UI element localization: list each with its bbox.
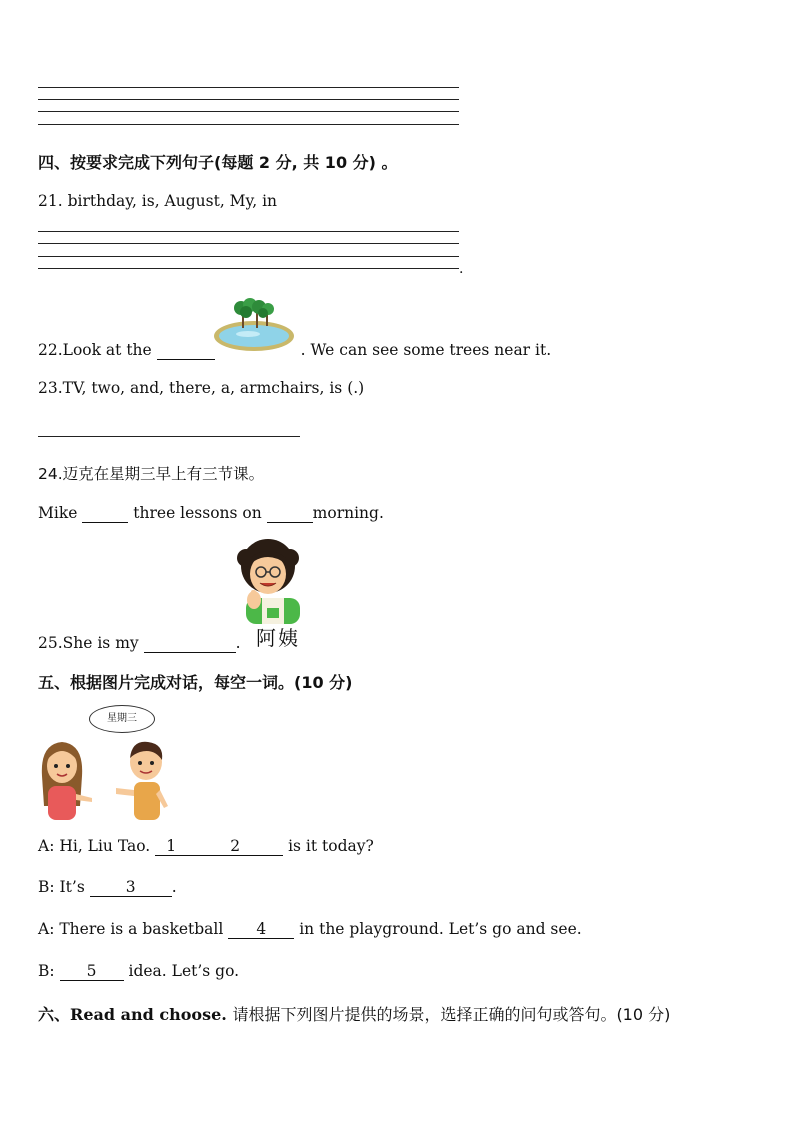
dialogue-a2-before: A: There is a basketball [38, 920, 224, 938]
question-23 [38, 379, 364, 397]
answer-line [38, 87, 459, 88]
answer-line [38, 111, 459, 112]
question-24-part1: Mike [38, 504, 78, 522]
question-21-end-dot: . [459, 261, 464, 277]
blank[interactable] [144, 635, 236, 653]
question-24-chinese [38, 462, 264, 484]
dialogue-line-b2 [38, 962, 239, 981]
dialogue-b2-before: B: [38, 962, 55, 980]
blank[interactable] [82, 505, 128, 523]
dialogue-line-b1 [38, 878, 177, 897]
auntie-image [232, 536, 314, 652]
answer-line [38, 231, 459, 232]
answer-line [38, 243, 459, 244]
section-5-heading-text: 五、根据图片完成对话，每空一词。(10 分) [38, 673, 353, 692]
speech-bubble [89, 705, 155, 733]
blank[interactable] [157, 342, 215, 360]
dialogue-a1-after: is it today? [288, 837, 374, 855]
blank[interactable] [267, 505, 313, 523]
dialogue-line-a1 [38, 837, 374, 856]
auntie-caption: 阿姨 [256, 626, 300, 650]
blank-4[interactable]: 4 [228, 921, 294, 939]
question-25-after: . [235, 634, 241, 652]
dialogue-a2-after: in the playground. Let’s go and see. [299, 920, 582, 938]
section-4-heading [38, 150, 398, 173]
answer-line [38, 256, 459, 257]
answer-line [38, 436, 300, 437]
section-6-rest: 请根据下列图片提供的场景，选择正确的问句或答句。(10 分) [232, 1005, 671, 1024]
question-25 [38, 634, 241, 653]
girl-and-boy-image [36, 736, 172, 822]
question-24-part2: three lessons on [133, 504, 262, 522]
blank-5[interactable]: 5 [60, 963, 124, 981]
question-22-before: 22.Look at the [38, 341, 152, 359]
question-21 [38, 192, 277, 210]
question-21-text: 21. birthday, is, August, My, in [38, 192, 278, 210]
blank-1[interactable]: 1 [155, 838, 187, 856]
speech-bubble-text: 星期三 [107, 713, 137, 724]
answer-line [38, 99, 459, 100]
dialogue-line-a2 [38, 920, 582, 939]
question-22-after: . We can see some trees near it. [300, 341, 552, 359]
section-5-heading [38, 670, 352, 693]
question-24-part3: morning. [312, 504, 384, 522]
section-4-heading-text: 四、按要求完成下列句子(每题 2 分, 共 10 分) 。 [38, 153, 398, 172]
blank-2[interactable]: 2 [187, 838, 283, 856]
question-23-text: 23.TV, two, and, there, a, armchairs, is (.) [38, 379, 365, 397]
dialogue-b1-after: . [171, 878, 177, 896]
blank-3[interactable]: 3 [90, 879, 172, 897]
answer-line [38, 268, 459, 269]
section-6-heading [38, 1002, 670, 1025]
dialogue-b1-before: B: It’s [38, 878, 85, 896]
dialogue-b2-after: idea. Let’s go. [128, 962, 240, 980]
question-22 [38, 341, 551, 360]
question-25-before: 25.She is my [38, 634, 139, 652]
answer-line [38, 124, 459, 125]
question-24-chinese-text: 24.迈克在星期三早上有三节课。 [38, 465, 265, 483]
question-24 [38, 504, 384, 523]
section-6-english: Read and choose. [70, 1005, 227, 1024]
dialogue-a1-before: A: Hi, Liu Tao. [38, 837, 151, 855]
section-6-prefix: 六、 [38, 1005, 71, 1024]
